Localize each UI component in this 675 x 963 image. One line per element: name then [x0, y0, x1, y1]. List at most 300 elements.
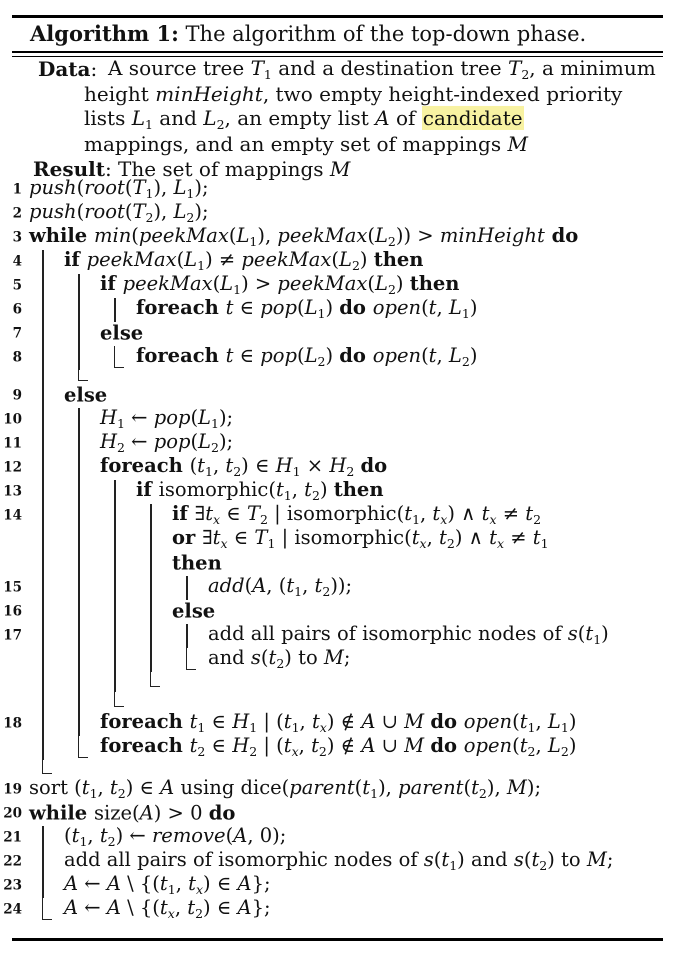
data-result-section [0, 57, 675, 182]
text-segment: 1 [461, 305, 470, 321]
block-line [78, 346, 80, 370]
text-segment: of [389, 105, 422, 130]
text-segment: t [404, 501, 413, 525]
code-line [0, 453, 675, 480]
code-line [0, 847, 675, 874]
code-line [0, 501, 675, 528]
code-text [64, 871, 271, 897]
text-segment: ) to [284, 645, 324, 669]
code-text [172, 553, 222, 573]
text-segment: isomorphic( [158, 477, 276, 501]
line-number: 17 [3, 627, 22, 644]
text-segment: ( [176, 247, 185, 271]
text-segment: push [29, 199, 77, 223]
text-segment: 1 [233, 281, 242, 297]
text-segment: if [136, 477, 159, 501]
block-line [78, 712, 80, 736]
code-text [208, 621, 609, 647]
algorithm-title-label: Algorithm 1: [30, 21, 179, 46]
text-segment: t [428, 295, 437, 319]
line-number: 5 [12, 277, 22, 294]
text-segment: 2 [533, 511, 542, 527]
text-segment: ; [343, 645, 351, 669]
block-line [42, 736, 44, 760]
text-segment: parent [289, 775, 355, 799]
text-segment: x [213, 511, 221, 527]
text-segment: ) ∈ [203, 871, 238, 895]
line-number: 10 [3, 411, 22, 428]
line-number: 20 [3, 805, 22, 822]
text-segment: do [430, 733, 464, 757]
block-line [114, 528, 116, 552]
block-line [150, 576, 152, 600]
line-number: 19 [3, 781, 22, 798]
text-segment: ) [395, 271, 410, 295]
text-segment: add [208, 573, 245, 597]
text-segment: ( [76, 199, 85, 223]
text-segment: L [220, 271, 234, 295]
text-segment: , [535, 709, 548, 733]
block-end-spacer [0, 370, 675, 384]
text-segment: t [71, 823, 80, 847]
text-segment: x [167, 905, 175, 921]
text-segment: ) ∈ [241, 453, 276, 477]
block-line [42, 408, 44, 432]
text-segment: then [373, 247, 424, 271]
text-segment: , [298, 733, 312, 757]
text-segment: ( [296, 343, 305, 367]
line-number: 22 [3, 853, 22, 870]
block-line [42, 826, 44, 850]
text-segment: ), [486, 775, 507, 799]
text-segment: 1 [527, 719, 536, 735]
text-segment: then [409, 271, 460, 295]
text-segment: 2 [387, 233, 396, 249]
text-segment: 1 [89, 785, 98, 801]
text-segment: ) and [457, 847, 514, 871]
text-segment: ( [260, 645, 269, 669]
bottom-rule [12, 938, 663, 941]
text-segment: push [29, 175, 77, 199]
block-end-spacer [0, 672, 675, 692]
text-segment: 1 [294, 583, 303, 599]
text-segment: if [172, 501, 195, 525]
code-line [0, 477, 675, 504]
line-number: 7 [12, 325, 22, 342]
text-segment: foreach [100, 709, 190, 733]
text-segment: ) to [547, 847, 587, 871]
code-text [64, 247, 424, 273]
algorithm-title-text: The algorithm of the top-down phase. [178, 22, 587, 46]
text-segment: ( [228, 223, 237, 247]
text-segment: t [489, 525, 497, 549]
text-segment: ( [354, 775, 363, 799]
block-line [114, 576, 116, 600]
text-segment: t [197, 453, 206, 477]
text-segment: M [329, 156, 351, 181]
text-segment: H [232, 733, 250, 757]
text-segment: ) [325, 343, 340, 367]
text-segment: ( [577, 621, 586, 645]
text-segment: L [304, 295, 318, 319]
text-segment: 2 [211, 439, 219, 455]
text-segment: ∪ [375, 733, 405, 757]
text-segment: t [283, 709, 292, 733]
text-segment: ∈ [233, 295, 261, 319]
text-segment: x [419, 535, 427, 551]
code-line [0, 384, 675, 408]
text-segment: foreach [100, 733, 190, 757]
line-number: 18 [3, 715, 22, 732]
text-segment: L [198, 429, 211, 453]
text-segment: 1 [593, 631, 602, 647]
header-text [84, 132, 528, 156]
text-segment: H [100, 429, 118, 453]
code-line [0, 343, 675, 370]
text-segment: t [519, 733, 528, 757]
text-segment: x [220, 535, 228, 551]
block-end-hook [114, 692, 124, 707]
text-segment: t [225, 453, 234, 477]
text-segment: ) [568, 709, 577, 733]
text-segment: , [426, 525, 440, 549]
code-text [172, 525, 549, 551]
block-line [42, 370, 44, 384]
text-segment: M [506, 775, 527, 799]
text-segment: M [404, 733, 425, 757]
text-segment: | ( [257, 733, 284, 757]
text-segment: ); [218, 405, 234, 429]
text-segment: pop [153, 405, 191, 429]
text-segment: 2 [539, 857, 548, 873]
text-segment: × [300, 453, 330, 477]
text-segment: 2 [186, 209, 195, 225]
text-segment: x [319, 719, 327, 735]
text-segment: ( [131, 223, 139, 247]
text-segment: L [236, 223, 250, 247]
text-segment: do [339, 295, 373, 319]
text-segment: , [302, 573, 315, 597]
text-segment: 2 [317, 353, 326, 369]
text-segment: parent [398, 775, 464, 799]
code-text [64, 847, 614, 873]
text-segment: ( [76, 175, 85, 199]
text-segment: 1 [283, 487, 292, 503]
text-segment: 2 [233, 463, 242, 479]
text-segment: s [250, 645, 261, 669]
text-segment: ≠ [496, 501, 526, 525]
text-segment: do [360, 453, 388, 477]
text-segment: , ( [266, 573, 287, 597]
code-text [172, 601, 215, 621]
text-segment: | isomorphic( [267, 501, 405, 525]
text-segment: ( [225, 823, 234, 847]
text-segment: if [100, 271, 123, 295]
text-segment: mappings, and an empty set of mappings [84, 131, 508, 156]
text-segment: ( [190, 405, 199, 429]
block-end-hook [42, 760, 52, 774]
text-segment: ∈ [220, 501, 247, 525]
text-segment: L [184, 247, 198, 271]
block-end-hook [78, 736, 88, 758]
code-line [0, 223, 675, 250]
block-line [42, 384, 44, 408]
block-line [42, 250, 44, 274]
text-segment: T [254, 525, 268, 549]
text-segment: t [525, 501, 534, 525]
text-segment: , [87, 823, 100, 847]
block-line [150, 552, 152, 576]
block-line [186, 576, 188, 600]
text-segment: ) ∉ [326, 733, 362, 757]
block-line [78, 432, 80, 456]
block-line [114, 552, 116, 576]
block-line [114, 600, 116, 624]
line-number: 2 [12, 205, 22, 222]
code-line [0, 322, 675, 346]
block-line [186, 624, 188, 648]
text-segment: T [132, 175, 146, 199]
text-segment: t [275, 477, 284, 501]
text-segment: A [106, 895, 121, 919]
text-segment: 1 [292, 463, 301, 479]
text-segment: do [544, 223, 579, 247]
text-segment: ← [78, 871, 107, 895]
text-segment: 1 [145, 116, 153, 132]
code-line [0, 895, 675, 922]
text-segment: open [463, 733, 513, 757]
text-segment: then [172, 551, 222, 575]
text-segment: then [333, 477, 384, 501]
text-segment: H [329, 453, 347, 477]
code-text [172, 501, 542, 527]
block-line [42, 576, 44, 600]
text-segment: x [489, 511, 497, 527]
text-segment: ( [512, 709, 520, 733]
text-segment: t [432, 501, 441, 525]
text-segment: 1 [560, 719, 569, 735]
text-segment: ); [194, 199, 209, 223]
data-line [0, 132, 675, 157]
text-segment: else [172, 599, 216, 623]
code-line [0, 247, 675, 274]
block-end-hook [114, 346, 124, 368]
block-line [42, 504, 44, 528]
text-segment: s [567, 621, 578, 645]
code-line [0, 802, 675, 826]
text-segment: 2 [249, 743, 258, 759]
text-segment: T [246, 501, 260, 525]
text-segment: peekMax [277, 223, 368, 247]
code-line [0, 871, 675, 898]
code-text [29, 175, 209, 201]
text-segment: ( [421, 295, 429, 319]
text-segment: , a minimum [529, 55, 656, 80]
text-segment: ) [319, 477, 334, 501]
text-segment: ) [469, 295, 478, 319]
code-line [0, 823, 675, 850]
text-segment: x [291, 743, 299, 759]
header-text [84, 82, 622, 106]
line-number: 4 [12, 253, 22, 270]
text-segment: , [175, 871, 189, 895]
text-segment: x [496, 535, 504, 551]
algorithm-title [30, 21, 586, 49]
data-line [0, 82, 675, 107]
text-segment: and [152, 105, 204, 130]
text-segment: 2 [346, 463, 355, 479]
code-line [0, 175, 675, 202]
text-segment: A [160, 775, 175, 799]
text-segment: open [372, 343, 422, 367]
text-segment: else [100, 321, 144, 345]
code-line [0, 405, 675, 432]
text-segment: open [463, 709, 513, 733]
block-line [42, 624, 44, 648]
text-segment: | ( [257, 709, 284, 733]
text-segment: , [299, 709, 312, 733]
text-segment: ≠ [504, 525, 533, 549]
text-segment: using dice( [174, 775, 290, 799]
text-segment: 1 [249, 719, 258, 735]
block-line [42, 528, 44, 552]
line-number: 16 [3, 603, 22, 620]
text-segment: 2 [387, 281, 396, 297]
text-segment: peekMax [277, 271, 368, 295]
text-segment: ); [526, 775, 542, 799]
text-segment: add all pairs of isomorphic nodes of [208, 621, 568, 645]
block-line [78, 600, 80, 624]
text-segment: t [441, 847, 450, 871]
text-segment: 1 [211, 415, 219, 431]
text-segment: do [208, 801, 236, 825]
block-end-hook [78, 370, 88, 381]
text-segment: add all pairs of isomorphic nodes of [64, 847, 424, 871]
text-segment: H [275, 453, 293, 477]
text-segment: ); [194, 175, 209, 199]
highlighted-text: candidate [422, 105, 523, 130]
block-line [114, 648, 116, 672]
text-segment: t [531, 847, 540, 871]
text-segment: t [532, 525, 541, 549]
text-segment: , [212, 453, 226, 477]
text-segment: , [291, 477, 305, 501]
text-segment: 1 [145, 185, 154, 201]
text-segment: t [225, 343, 234, 367]
text-segment: size( [93, 801, 140, 825]
code-line [0, 199, 675, 226]
text-segment: t [188, 871, 196, 895]
text-segment: ), [153, 199, 174, 223]
code-text [136, 477, 384, 503]
block-end-hook [42, 898, 52, 920]
text-segment: M [507, 131, 528, 156]
code-text [29, 775, 542, 801]
text-segment: 1 [249, 233, 258, 249]
text-segment: \ {( [120, 871, 160, 895]
text-segment: 1 [205, 463, 213, 479]
text-segment: foreach [100, 453, 190, 477]
text-segment: t [519, 709, 528, 733]
text-segment: 2 [521, 66, 530, 82]
text-segment: and a destination tree [271, 55, 508, 80]
text-segment: peekMax [122, 271, 213, 295]
text-segment: ( [64, 823, 72, 847]
text-segment: 1 [263, 66, 272, 82]
line-number: 9 [12, 387, 22, 404]
block-line [42, 672, 44, 692]
code-line [0, 552, 675, 576]
text-segment: t [205, 501, 214, 525]
block-line [78, 322, 80, 346]
block-line [78, 528, 80, 552]
text-segment: ( [421, 343, 429, 367]
text-segment: ) ≠ [205, 247, 242, 271]
text-segment: 2 [195, 905, 204, 921]
text-segment: ∪ [375, 709, 405, 733]
block-line [42, 432, 44, 456]
text-segment: ) ∈ [125, 775, 161, 799]
text-segment: 1 [79, 833, 88, 849]
block-line [114, 504, 116, 528]
data-line [0, 107, 675, 132]
text-segment: )); [330, 573, 353, 597]
text-segment: pop [153, 429, 191, 453]
text-segment: L [173, 175, 187, 199]
text-segment: t [471, 775, 479, 799]
text-segment: peekMax [241, 247, 332, 271]
text-segment: ) [469, 343, 478, 367]
text-segment: 2 [311, 487, 320, 503]
code-text [64, 823, 287, 849]
header-text [84, 105, 524, 131]
code-text [29, 199, 209, 225]
text-segment: ( [463, 775, 472, 799]
text-segment: L [304, 343, 318, 367]
text-segment: ) ∉ [326, 709, 362, 733]
text-segment: ( [523, 847, 532, 871]
text-segment: ) ∧ [454, 525, 490, 549]
text-segment: L [131, 105, 145, 130]
block-line [42, 298, 44, 322]
text-segment: , [97, 775, 110, 799]
text-segment: t [99, 823, 108, 847]
text-segment: L [203, 105, 217, 130]
text-segment: t [189, 733, 198, 757]
text-segment: t [159, 895, 168, 919]
text-segment: height [84, 81, 156, 106]
text-segment: M [323, 645, 344, 669]
text-segment: x [440, 511, 448, 527]
text-segment: 2 [145, 209, 154, 225]
text-segment: t [439, 525, 447, 549]
text-segment: , [436, 295, 449, 319]
text-segment: or [172, 525, 203, 549]
text-segment: 2 [527, 743, 536, 759]
text-segment: ) [601, 621, 609, 645]
text-segment: ( [124, 175, 133, 199]
text-segment: ( [512, 733, 520, 757]
block-line [78, 298, 80, 322]
text-segment: 2 [276, 655, 285, 671]
block-line [78, 480, 80, 504]
data-line [0, 57, 675, 82]
line-number: 23 [3, 877, 22, 894]
text-segment: root [84, 175, 125, 199]
text-segment: A [106, 871, 121, 895]
block-end-hook [150, 672, 160, 687]
text-segment: , [436, 343, 449, 367]
